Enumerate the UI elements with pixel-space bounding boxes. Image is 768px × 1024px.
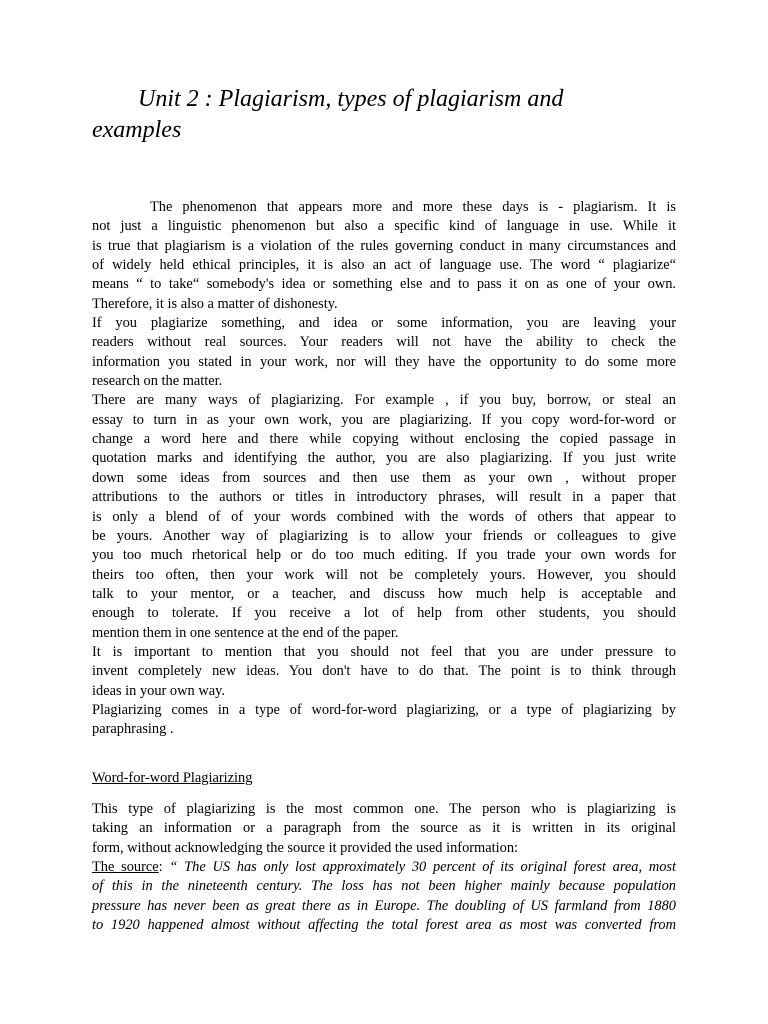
body-text [92,198,676,740]
text-line: means “ to take“ somebody's idea or something else and to pass it on as one of your own. [92,276,676,293]
section-heading: Word-for-word Plagiarizing [92,770,253,786]
text-line: is true that plagiarism is a violation of the rules governing conduct in many circumstances and [92,237,676,254]
text-line: This type of plagiarizing is the most common one. The person who is plagiarizing is [92,801,676,817]
text-line: quotation marks and identifying the author, you are also plagiarizing. If you just write [92,450,676,467]
text-line: paraphrasing . [92,721,174,738]
text-line: Therefore, it is also a matter of dishonesty. [92,295,338,312]
text-line: pressure has never been as great there as in Europe. The doubling of US farmland from 1880 [92,897,676,914]
body-text-section [92,800,676,935]
text-line: invent completely new ideas. You don't have to do that. The point is to think through [92,663,676,680]
page-title [92,84,692,146]
text-line: form, without acknowledging the source it provided the used information: [92,839,519,856]
text-line: mention them in one sentence at the end of the paper. [92,624,399,641]
text-line: The phenomenon that appears more and more these days is - plagiarism. It is [150,199,676,215]
text-line: of widely held ethical principles, it is also an act of language use. The word “ plagiarize“ [92,257,676,274]
text-line: is only a blend of of your words combined with the words of others that appear to [92,508,676,525]
text-line: readers without real sources. Your readers will not have the ability to check the [92,334,676,351]
paragraph-word-for-word [92,800,676,858]
text-line: Plagiarizing comes in a type of word-for-word plagiarizing, or a type of plagiarizing by [92,701,676,718]
text-line: change a word here and there while copying without enclosing the copied passage in [92,431,676,448]
paragraph-pressure [92,643,676,701]
text-line: to 1920 happened almost without affecting the total forest area as most was converted from [92,917,676,934]
source-first-line [92,858,676,877]
text-line: taking an information or a paragraph from the source as it is written in its original [92,820,676,837]
text-line: research on the matter. [92,373,223,390]
paragraph-types [92,701,676,740]
text-line: be yours. Another way of plagiarizing is to allow your friends or colleagues to give [92,527,676,544]
source-colon: : [158,859,163,876]
text-line: talk to your mentor, or a teacher, and discuss how much help is acceptable and [92,585,676,602]
text-line: information you stated in your work, nor will they have the opportunity to do some more [92,353,676,370]
text-line: not just a linguistic phenomenon but also a specific kind of language in use. While it [92,218,676,235]
text-line: enough to tolerate. If you receive a lot of help from other students, you should [92,605,676,622]
paragraph-sources [92,314,676,391]
paragraph-ways [92,391,676,642]
source-label: The source [92,859,159,876]
title-line-2: examples [92,117,182,143]
text-line: theirs too often, then your work will not be completely yours. However, you should [92,566,676,583]
text-line: you too much rhetorical help or do too much editing. If you trade your own words for [92,547,676,564]
text-line: It is important to mention that you should not feel that you are under pressure to [92,643,676,660]
paragraph-intro [92,198,676,314]
title-line-1: Unit 2 : Plagiarism, types of plagiarism and [138,86,564,112]
text-line: attributions to the authors or titles in introductory phrases, will result in a paper that [92,489,676,506]
text-line: If you plagiarize something, and idea or some information, you are leaving your [92,315,676,332]
source-quote [92,858,676,935]
source-quote-text: “ The US has only lost approximately 30 percent of its original forest area, most [162,859,677,876]
text-line: There are many ways of plagiarizing. For example , if you buy, borrow, or steal an [92,392,676,409]
text-line: ideas in your own way. [92,682,225,699]
text-line: down some ideas from sources and then use them as your own , without proper [92,469,676,486]
text-line: of this in the nineteenth century. The loss has not been higher mainly because population [92,878,676,895]
text-line: essay to turn in as your own work, you are plagiarizing. If you copy word-for-word or [92,411,676,428]
